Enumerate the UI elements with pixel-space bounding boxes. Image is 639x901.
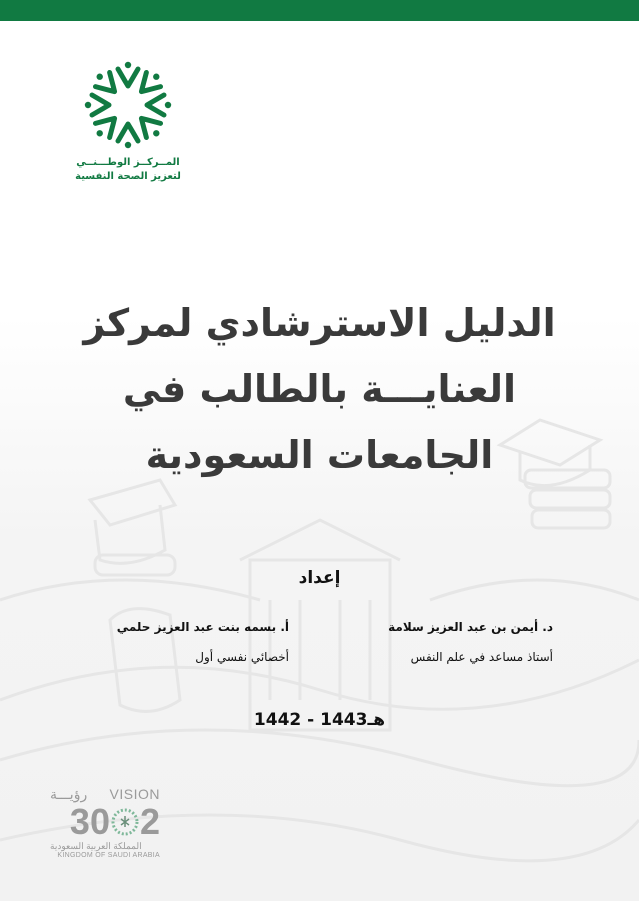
vision-ar-kingdom: المملكة العربية السعودية bbox=[50, 841, 142, 851]
prepared-by-label: إعداد bbox=[298, 568, 341, 588]
vision-2030-logo bbox=[50, 786, 160, 859]
vision-en-kingdom: KINGDOM OF SAUDI ARABIA bbox=[57, 852, 160, 859]
author-1 bbox=[388, 612, 553, 672]
document-title bbox=[0, 290, 639, 488]
ncmh-people-ring-icon bbox=[83, 60, 173, 150]
author-name: أ. بسمه بنت عبد العزيز حلمي bbox=[116, 620, 289, 634]
title-line: العنايـــة بالطالب في bbox=[122, 367, 517, 411]
author-2 bbox=[117, 612, 289, 672]
hijri-year: 1442 - 1443هـ bbox=[253, 710, 386, 730]
author-role: أخصائي نفسي أول bbox=[195, 650, 289, 664]
saudi-emblem-icon bbox=[110, 807, 140, 837]
author-name: د. أيمن بن عبد العزيز سلامة bbox=[388, 620, 553, 634]
top-green-bar bbox=[0, 0, 639, 21]
logo-text-line2: لتعزيز الصحة النفسية bbox=[75, 171, 181, 182]
author-role: أستاذ مساعد في علم النفس bbox=[410, 650, 553, 664]
vision-num-right: 30 bbox=[69, 801, 110, 842]
vision-ar-word: رؤيـــة bbox=[50, 786, 88, 802]
ncmh-logo bbox=[62, 60, 194, 184]
vision-num-left: 2 bbox=[139, 801, 160, 842]
title-line: الجامعات السعودية bbox=[145, 433, 494, 477]
vision-en-word: VISION bbox=[109, 786, 160, 802]
title-line: الدليل الاسترشادي لمركز bbox=[83, 301, 556, 345]
logo-text-line1: المــركــز الوطـــنــي bbox=[76, 157, 180, 168]
